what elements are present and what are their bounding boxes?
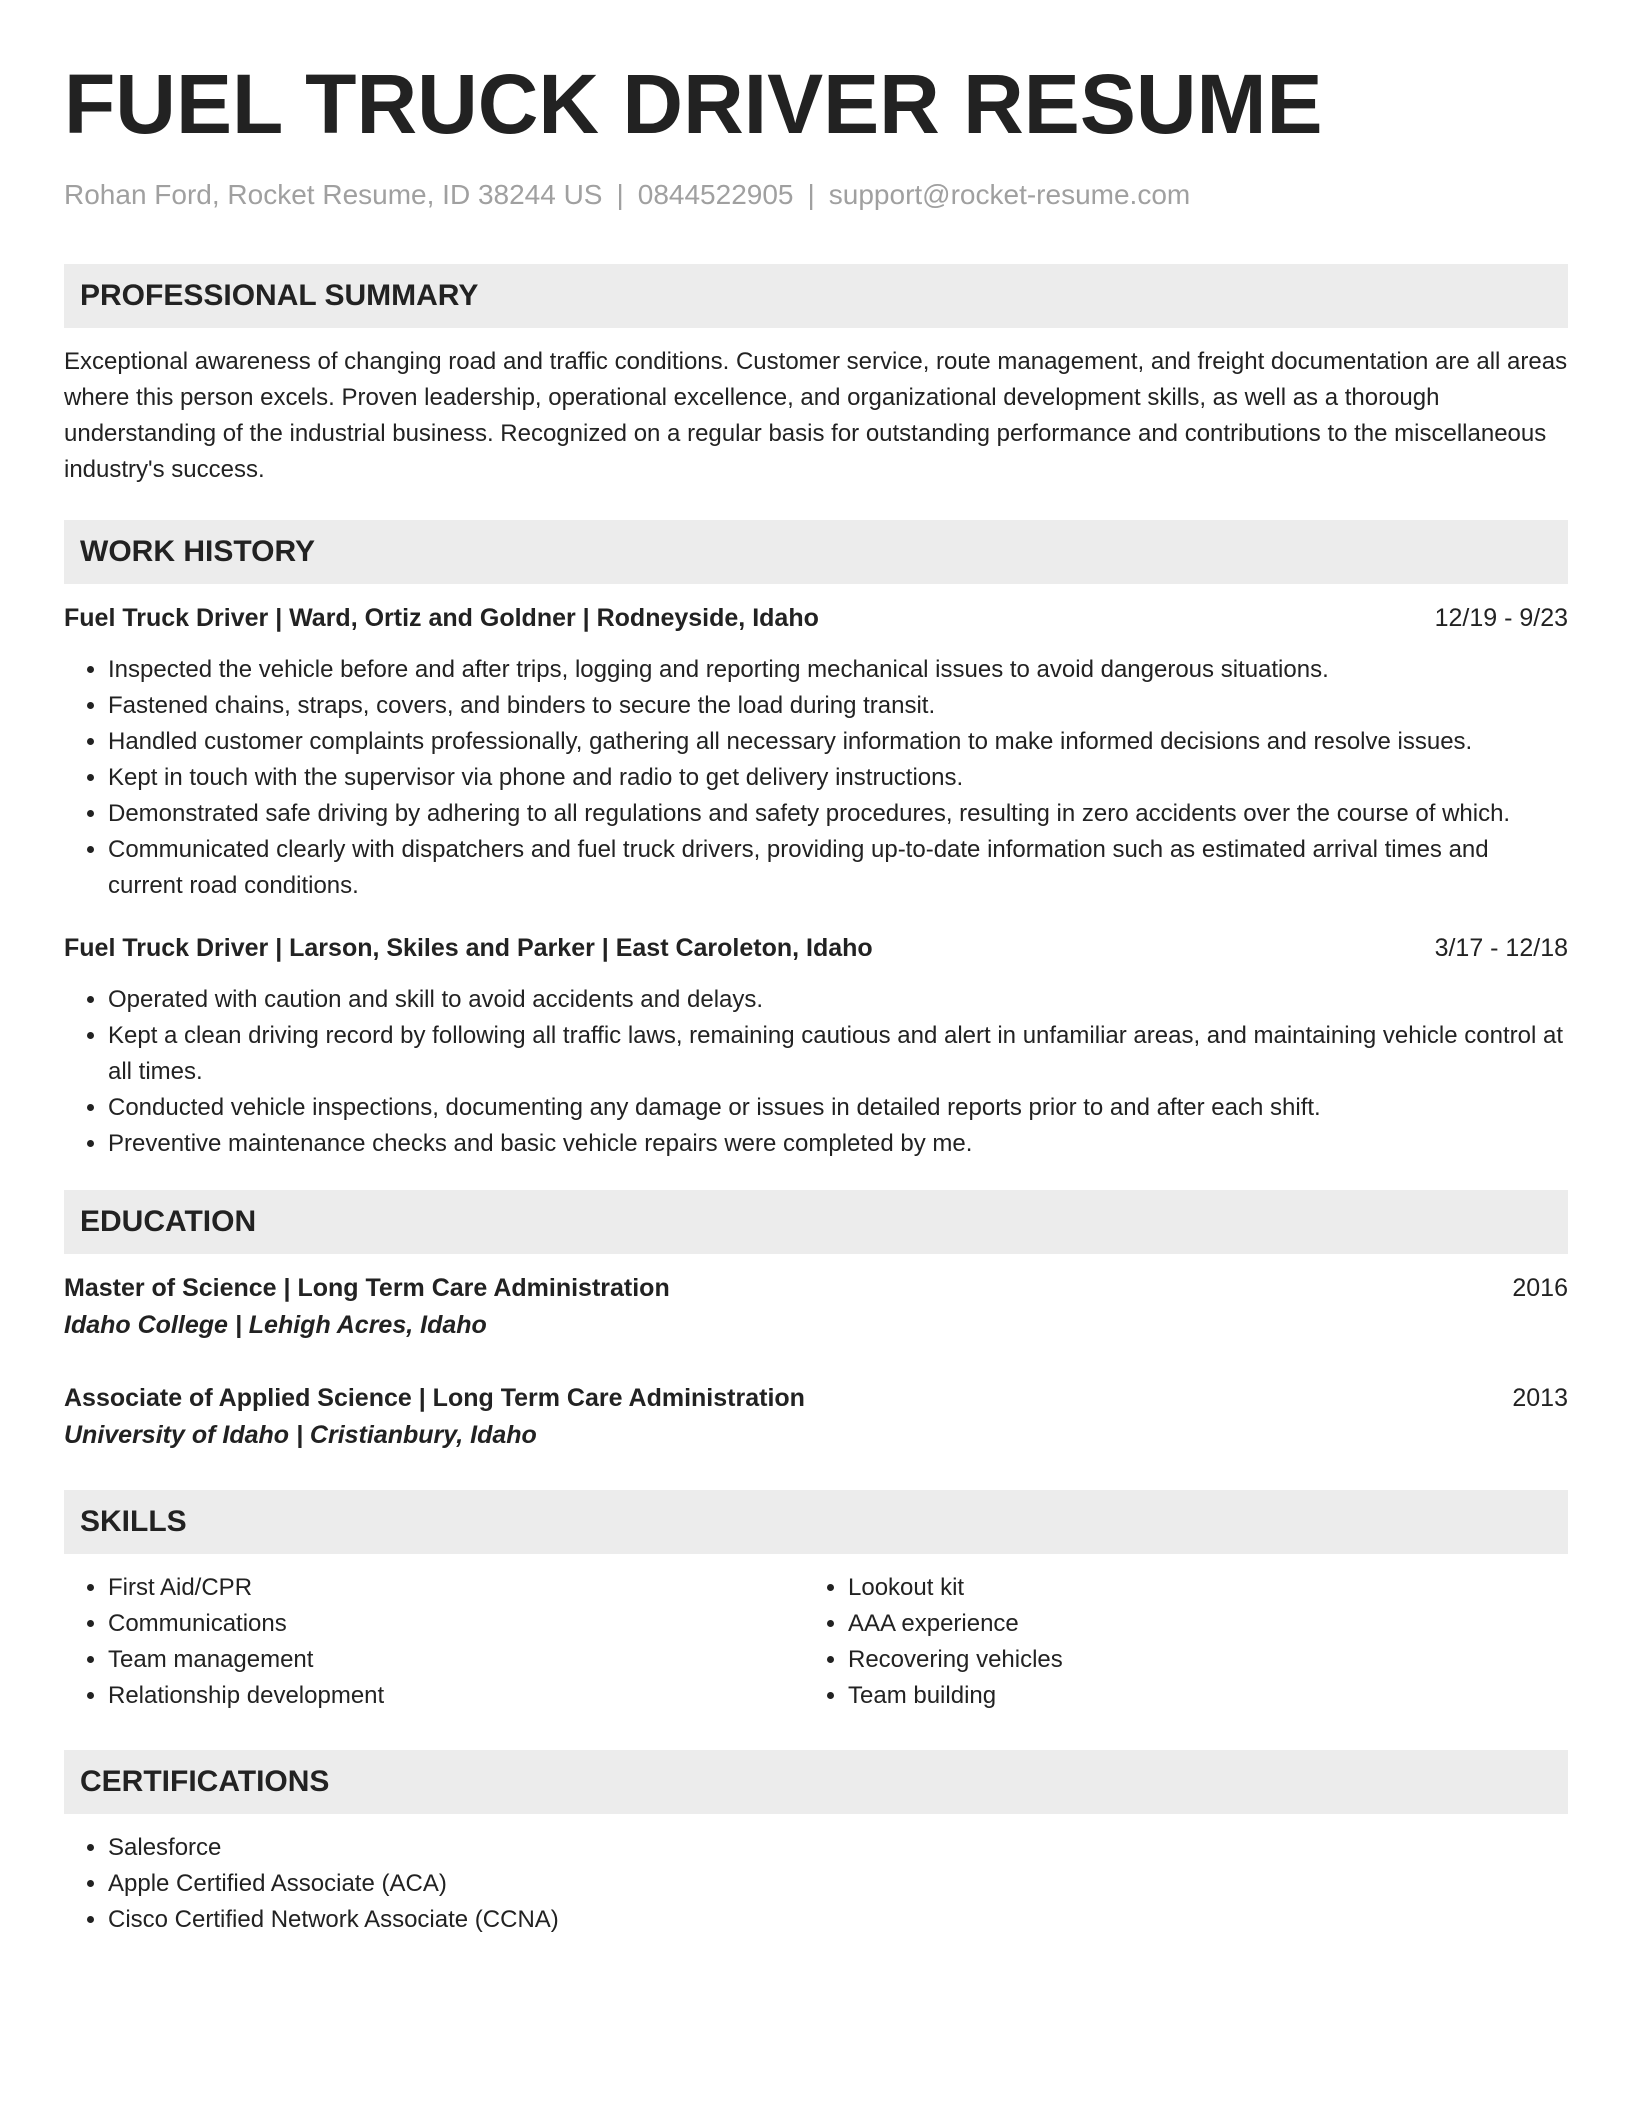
job-bullet: • Fastened chains, straps, covers, and binders to secure the load during transit. bbox=[108, 688, 1568, 724]
job-header bbox=[64, 930, 1568, 966]
skills-list bbox=[64, 1570, 1568, 1714]
job-bullets bbox=[64, 982, 1568, 1162]
job-bullet: • Demonstrated safe driving by adhering to all regulations and safety procedures, resulting in zero accidents over the course of which. bbox=[108, 796, 1568, 832]
education-header bbox=[64, 1270, 1568, 1306]
education-entry bbox=[64, 1380, 1568, 1454]
job-header bbox=[64, 600, 1568, 636]
section-heading-certifications: CERTIFICATIONS bbox=[64, 1750, 1568, 1814]
job-bullet: • Kept in touch with the supervisor via phone and radio to get delivery instructions. bbox=[108, 760, 1568, 796]
contact-separator: | bbox=[616, 179, 624, 210]
skills-column-right bbox=[804, 1570, 1544, 1714]
certification-item: • Apple Certified Associate (ACA) bbox=[108, 1866, 1568, 1902]
education-degree: Master of Science | Long Term Care Administration bbox=[64, 1274, 670, 1302]
contact-separator: | bbox=[807, 179, 815, 210]
contact-line bbox=[64, 178, 1568, 212]
summary-text: Exceptional awareness of changing road and traffic conditions. Customer service, route management, and freight documentation are all areas where this person excels. Proven leadership, operational excellence, and organizational development skills, as well as a thorough understanding of the industrial business. Recognized on a regular basis for outstanding performance and contributions to the miscellaneous industry's success. bbox=[64, 348, 1568, 483]
job-bullet: • Operated with caution and skill to avoid accidents and delays. bbox=[108, 982, 1568, 1018]
skill-item: • Lookout kit bbox=[848, 1570, 1544, 1606]
certifications-list bbox=[64, 1830, 1568, 1938]
contact-phone: 0844522905 bbox=[637, 179, 794, 210]
job-dates: 12/19 - 9/23 bbox=[1434, 604, 1568, 632]
education-header bbox=[64, 1380, 1568, 1416]
job-bullet: • Conducted vehicle inspections, documenting any damage or issues in detailed reports prior to and after each shift. bbox=[108, 1090, 1568, 1126]
certification-item: • Salesforce bbox=[108, 1830, 1568, 1866]
education-year: 2016 bbox=[1512, 1274, 1568, 1302]
education-school: University of Idaho | Cristianbury, Idaho bbox=[64, 1421, 537, 1449]
job-title: Fuel Truck Driver | Larson, Skiles and Parker | East Caroleton, Idaho bbox=[64, 934, 873, 962]
certification-item: • Cisco Certified Network Associate (CCNA) bbox=[108, 1902, 1568, 1938]
resume-title: FUEL TRUCK DRIVER RESUME bbox=[64, 57, 1323, 151]
skill-item: • First Aid/CPR bbox=[108, 1570, 804, 1606]
job-dates: 3/17 - 12/18 bbox=[1434, 934, 1568, 962]
education-entry bbox=[64, 1270, 1568, 1344]
education-year: 2013 bbox=[1512, 1384, 1568, 1412]
skill-item: • AAA experience bbox=[848, 1606, 1544, 1642]
job-bullet: • Handled customer complaints professionally, gathering all necessary information to make informed decisions and resolve issues. bbox=[108, 724, 1568, 760]
section-heading-education: EDUCATION bbox=[64, 1190, 1568, 1254]
skills-column-left bbox=[64, 1570, 804, 1714]
contact-email: support@rocket-resume.com bbox=[828, 179, 1191, 210]
contact-address: Rohan Ford, Rocket Resume, ID 38244 US bbox=[64, 179, 603, 210]
job-entry bbox=[64, 930, 1568, 1162]
skill-item: • Team management bbox=[108, 1642, 804, 1678]
job-bullet: • Kept a clean driving record by following all traffic laws, remaining cautious and alert in unfamiliar areas, and maintaining vehicle control at all times. bbox=[108, 1018, 1568, 1090]
skill-item: • Recovering vehicles bbox=[848, 1642, 1544, 1678]
job-bullet: • Inspected the vehicle before and after trips, logging and reporting mechanical issues to avoid dangerous situations. bbox=[108, 652, 1568, 688]
section-heading-work: WORK HISTORY bbox=[64, 520, 1568, 584]
job-title: Fuel Truck Driver | Ward, Ortiz and Goldner | Rodneyside, Idaho bbox=[64, 604, 819, 632]
skill-item: • Team building bbox=[848, 1678, 1544, 1714]
section-heading-skills: SKILLS bbox=[64, 1490, 1568, 1554]
job-bullets bbox=[64, 652, 1568, 904]
job-bullet: • Preventive maintenance checks and basic vehicle repairs were completed by me. bbox=[108, 1126, 1568, 1162]
education-degree: Associate of Applied Science | Long Term Care Administration bbox=[64, 1384, 805, 1412]
skill-item: • Communications bbox=[108, 1606, 804, 1642]
job-bullet: • Communicated clearly with dispatchers and fuel truck drivers, providing up-to-date information such as estimated arrival times and current road conditions. bbox=[108, 832, 1568, 904]
skill-item: • Relationship development bbox=[108, 1678, 804, 1714]
section-heading-summary: PROFESSIONAL SUMMARY bbox=[64, 264, 1568, 328]
job-entry bbox=[64, 600, 1568, 904]
education-school: Idaho College | Lehigh Acres, Idaho bbox=[64, 1311, 487, 1339]
